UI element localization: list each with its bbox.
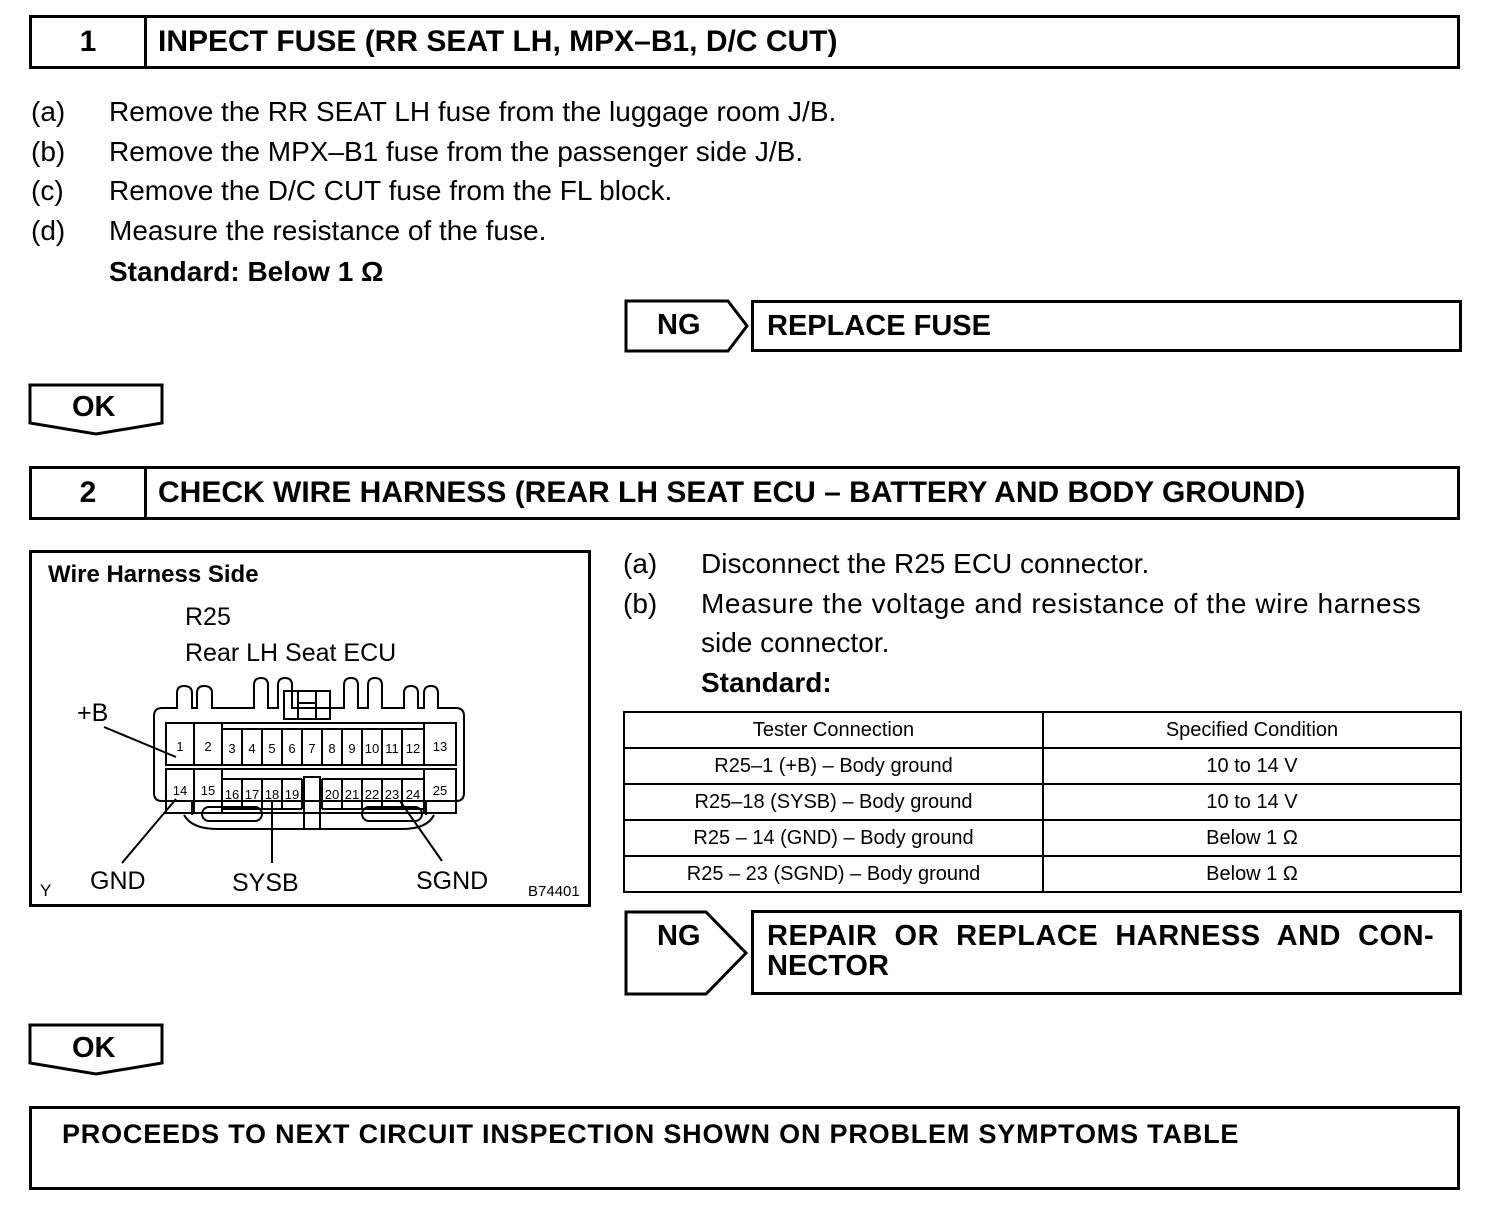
table-row xyxy=(624,748,1461,784)
ok-label: OK xyxy=(72,1032,116,1064)
pin-number: 1 xyxy=(176,739,184,754)
item-label: (a) xyxy=(623,548,658,579)
ng-action-box xyxy=(751,910,1462,995)
final-text: PROCEEDS TO NEXT CIRCUIT INSPECTION SHOWN ON PROBLEM SYMPTOMS TABLE xyxy=(62,1119,1240,1149)
table-cell: R25 – 23 (SGND) – Body ground xyxy=(624,856,1043,892)
pin-number: 25 xyxy=(432,783,448,798)
table-cell: Below 1 Ω xyxy=(1043,856,1461,892)
item-text: Measure the resistance of the fuse. xyxy=(109,215,547,246)
ng-action-text: REPLACE FUSE xyxy=(767,310,991,342)
pin-number: 21 xyxy=(344,787,360,802)
pin-number: 13 xyxy=(432,739,448,754)
table-cell: R25 – 14 (GND) – Body ground xyxy=(624,820,1043,856)
pin-number: 15 xyxy=(200,783,216,798)
ok-label: OK xyxy=(72,391,116,423)
ng-action-text: NECTOR xyxy=(767,950,889,982)
item-label: (a) xyxy=(31,96,66,127)
spec-table xyxy=(623,711,1462,893)
connector-diagram xyxy=(29,550,591,907)
item-label: (d) xyxy=(31,215,66,246)
pin-number: 5 xyxy=(268,741,276,756)
pin-number: 20 xyxy=(324,787,340,802)
connector-code: R25 xyxy=(185,603,231,631)
pin-number: 17 xyxy=(244,787,260,802)
step-2-header xyxy=(29,466,1460,520)
label-y: Y xyxy=(40,881,52,900)
pin-number: 8 xyxy=(328,741,336,756)
item-label: (b) xyxy=(623,588,658,619)
item-text: Remove the RR SEAT LH fuse from the luggage room J/B. xyxy=(109,96,837,127)
step-title: CHECK WIRE HARNESS (REAR LH SEAT ECU – BATTERY AND BODY GROUND) xyxy=(158,476,1306,509)
ng-label: NG xyxy=(657,920,701,952)
label-plus-b: +B xyxy=(77,699,109,727)
pin-number: 2 xyxy=(204,739,212,754)
pin-number: 12 xyxy=(405,741,421,756)
table-cell: 10 to 14 V xyxy=(1043,784,1461,820)
table-header-row xyxy=(624,712,1461,748)
label-sysb: SYSB xyxy=(232,869,299,897)
pin-number: 4 xyxy=(248,741,256,756)
pin-number: 24 xyxy=(405,787,421,802)
table-cell: R25–18 (SYSB) – Body ground xyxy=(624,784,1043,820)
standard-text: Standard: Below 1 Ω xyxy=(109,256,384,287)
label-gnd: GND xyxy=(90,867,146,895)
connector-drawing xyxy=(32,553,588,904)
item-text: Disconnect the R25 ECU connector. xyxy=(701,548,1150,579)
item-text: Measure the voltage and resistance of the wire harness xyxy=(701,588,1422,619)
pin-number: 10 xyxy=(364,741,380,756)
pin-number: 9 xyxy=(348,741,356,756)
final-instruction xyxy=(29,1106,1460,1190)
table-row xyxy=(624,784,1461,820)
ng-action-box xyxy=(751,300,1462,352)
component-name: Rear LH Seat ECU xyxy=(185,639,397,667)
table-cell: Below 1 Ω xyxy=(1043,820,1461,856)
step-number: 1 xyxy=(32,18,147,66)
pin-number: 23 xyxy=(384,787,400,802)
table-cell: R25–1 (+B) – Body ground xyxy=(624,748,1043,784)
item-text: side connector. xyxy=(701,627,890,658)
standard-text: Standard: xyxy=(701,667,832,698)
item-label: (c) xyxy=(31,175,64,206)
pin-number: 3 xyxy=(228,741,236,756)
pin-numbers xyxy=(173,739,447,802)
pin-number: 7 xyxy=(308,741,316,756)
table-row xyxy=(624,820,1461,856)
ng-label: NG xyxy=(657,309,701,341)
pin-number: 6 xyxy=(288,741,296,756)
step-1-header xyxy=(29,15,1460,69)
diagram-heading: Wire Harness Side xyxy=(48,561,259,588)
table-header: Specified Condition xyxy=(1043,712,1461,748)
label-sgnd: SGND xyxy=(416,867,489,895)
pin-number: 11 xyxy=(385,741,399,756)
item-label: (b) xyxy=(31,136,66,167)
table-header: Tester Connection xyxy=(624,712,1043,748)
step-title: INPECT FUSE (RR SEAT LH, MPX–B1, D/C CUT) xyxy=(158,25,838,58)
pin-number: 19 xyxy=(284,787,300,802)
figure-code: B74401 xyxy=(528,883,580,900)
item-text: Remove the D/C CUT fuse from the FL block. xyxy=(109,175,673,206)
ng-action-text: REPAIR OR REPLACE HARNESS AND CON- xyxy=(767,920,1435,952)
pin-number: 16 xyxy=(224,787,240,802)
pin-number: 22 xyxy=(364,787,380,802)
item-text: Remove the MPX–B1 fuse from the passenger side J/B. xyxy=(109,136,804,167)
pin-number: 14 xyxy=(172,783,188,798)
step-number: 2 xyxy=(32,469,147,517)
instruction-item-cont xyxy=(701,627,889,659)
table-cell: 10 to 14 V xyxy=(1043,748,1461,784)
pin-number: 18 xyxy=(264,787,280,802)
table-row xyxy=(624,856,1461,892)
